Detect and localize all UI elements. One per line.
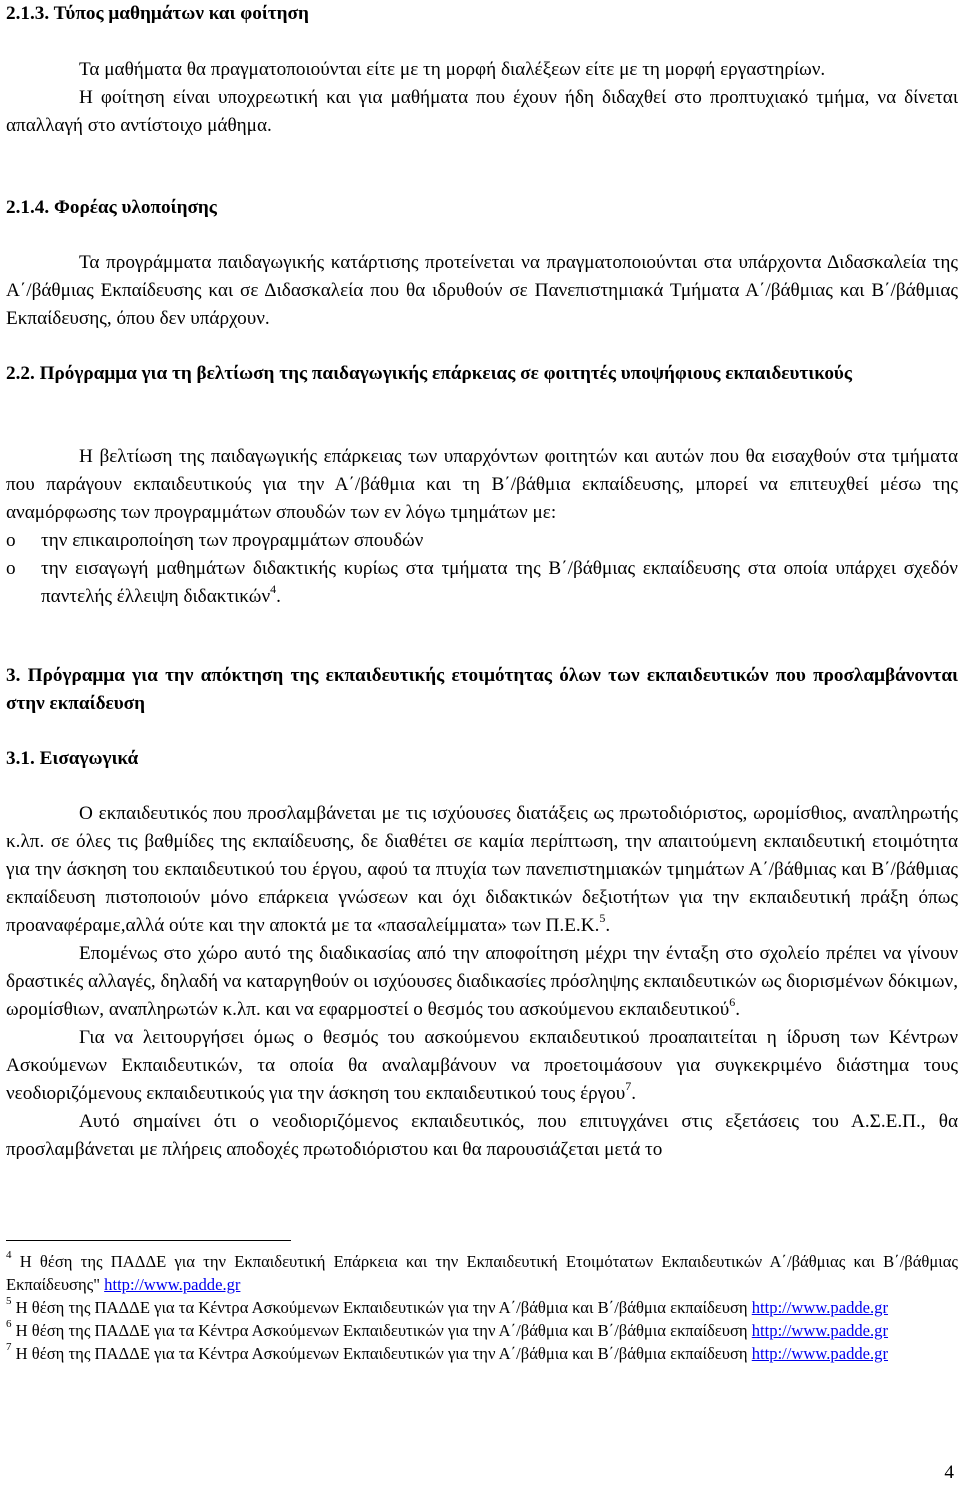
footnote-ref[interactable]: 5 xyxy=(599,910,606,925)
section-heading-3: 3. Πρόγραμμα για την απόκτηση της εκπαιδευτικής ετοιμότητας όλων των εκπαιδευτικών που προσλαμβάνονται στην εκπαίδευση xyxy=(6,665,958,714)
footnote-link[interactable]: http://www.padde.gr xyxy=(751,1321,889,1340)
section-heading-2-2: 2.2. Πρόγραμμα για τη βελτίωση της παιδαγωγικής επάρκειας σε φοιτητές υποψήφιους εκπαιδευτικούς xyxy=(6,363,852,384)
section-heading-2-1-3: 2.1.3. Τύπος μαθημάτων και φοίτηση xyxy=(6,3,309,24)
footnote-link[interactable]: http://www.padde.gr xyxy=(751,1298,889,1317)
page-number: 4 xyxy=(944,1462,954,1483)
footnote-ref[interactable]: 4 xyxy=(270,581,277,596)
paragraph: Η φοίτηση είναι υποχρεωτική και για μαθήματα που έχουν ήδη διδαχθεί στο προπτυχιακό τμήμα, να δίνεται απαλλαγή στο αντίστοιχο μάθημα. xyxy=(6,87,958,136)
bullet-icon: o xyxy=(6,558,16,579)
footnote-link[interactable]: http://www.padde.gr xyxy=(104,1275,241,1294)
footnote-ref[interactable]: 6 xyxy=(729,994,736,1009)
footnote-5: $^5$ Η θέση της ΠΑΔΔΕ για τα Κέντρα Ασκούμενων Εκπαιδευτικών για την Α΄/βάθμια και Β΄/βάθμια εκπαίδευση http://www.padde.gr xyxy=(6,1295,889,1317)
footnote-6: $^6$ Η θέση της ΠΑΔΔΕ για τα Κέντρα Ασκούμενων Εκπαιδευτικών για την Α΄/βάθμια και Β΄/βάθμια εκπαίδευση http://www.padde.gr xyxy=(6,1318,889,1340)
paragraph: Ο εκπαιδευτικός που προσλαμβάνεται με τις ισχύουσες διατάξεις ως πρωτοδιόριστος, ωρομίσθιος, αναπληρωτής κ.λπ. σε όλες τις βαθμίδες της εκπαίδευσης, δε διαθέτει σε καμία περίπτωση, την απαιτούμενη εκπαιδευτική ετοιμότητα για την άσκηση του εκπαιδευτικού του έργου, αφού τα πτυχία των πανεπιστημιακών τμημάτων Α΄/βάθμιας και Β΄/βάθμιας εκπαίδευση πιστοποιούν μόνο επάρκεια γνώσεων και όχι διδακτικών δεξιοτήτων για την εκπαιδευτική πράξη όπως προαναφέραμε,αλλά ούτε και την αποκτά με τα «πασαλείμματα» των Π.Ε.Κ.$^5$. xyxy=(6,803,958,936)
footnote-ref[interactable]: 7 xyxy=(625,1078,632,1093)
section-heading-2-1-4: 2.1.4. Φορέας υλοποίησης xyxy=(6,197,217,218)
list-item: o την εισαγωγή μαθημάτων διδακτικής κυρίως στα τμήματα της Β΄/βάθμιας εκπαίδευσης στα οποία υπάρχει σχεδόν παντελής έλλειψη διδακτικών$^4$. xyxy=(6,555,958,611)
paragraph: Αυτό σημαίνει ότι ο νεοδιοριζόμενος εκπαιδευτικός, που επιτυγχάνει στις εξετάσεις του Α.Σ.Ε.Π., θα προσλαμβάνεται με πλήρεις αποδοχές πρωτοδιόριστου και θα παρουσιάζεται μετά το xyxy=(6,1111,958,1160)
paragraph: Τα μαθήματα θα πραγματοποιούνται είτε με τη μορφή διαλέξεων είτε με τη μορφή εργαστηρίων. xyxy=(79,59,826,80)
footnote-link[interactable]: http://www.padde.gr xyxy=(751,1344,889,1363)
paragraph: Για να λειτουργήσει όμως ο θεσμός του ασκούμενου εκπαιδευτικού προαπαιτείται η ίδρυση των Κέντρων Ασκούμενων Εκπαιδευτικών, τα οποία θα αναλαμβάνουν να προετοιμάσουν για συγκεκριμένο διάστημα τους νεοδιοριζόμενους εκπαιδευτικούς για την άσκηση του εκπαιδευτικού τους έργου$^7$. xyxy=(6,1027,958,1104)
paragraph: Η βελτίωση της παιδαγωγικής επάρκειας των υπαρχόντων φοιτητών και αυτών που θα εισαχθούν στα τμήματα που παράγουν εκπαιδευτικούς για την Α΄/βάθμια και τη Β΄/βάθμια εκπαίδευσης, μπορεί να επιτευχθεί μέσω της αναμόρφωσης των προγραμμάτων σπουδών των εν λόγω τμημάτων με: xyxy=(6,446,958,523)
paragraph: Επομένως στο χώρο αυτό της διαδικασίας από την αποφοίτηση μέχρι την ένταξη στο σχολείο πρέπει να γίνουν δραστικές αλλαγές, δηλαδή να καταργηθούν οι ισχύουσες διαδικασίες πρόσληψης εκπαιδευτικών ως διορισμένων δόκιμων, ωρομίσθιων, αναπληρωτών κ.λπ. και να εφαρμοστεί ο θεσμός του ασκούμενου εκπαιδευτικού$^6$. xyxy=(6,943,958,1020)
list-item-text: την εισαγωγή μαθημάτων διδακτικής κυρίως στα τμήματα της Β΄/βάθμιας εκπαίδευσης στα οποία υπάρχει σχεδόν παντελής έλλειψη διδακτικών xyxy=(41,558,958,607)
list-item-text: την επικαιροποίηση των προγραμμάτων σπουδών xyxy=(41,530,424,551)
section-heading-3-1: 3.1. Εισαγωγικά xyxy=(6,748,139,769)
footnote-7: $^7$ Η θέση της ΠΑΔΔΕ για τα Κέντρα Ασκούμενων Εκπαιδευτικών για την Α΄/βάθμια και Β΄/βάθμια εκπαίδευση http://www.padde.gr xyxy=(6,1341,889,1363)
paragraph: Τα προγράμματα παιδαγωγικής κατάρτισης προτείνεται να πραγματοποιούνται στα υπάρχοντα Διδασκαλεία της Α΄/βάθμιας Εκπαίδευσης και σε Διδασκαλεία που θα ιδρυθούν σε Πανεπιστημιακά Τμήματα Α΄/βάθμιας και Β΄/βάθμιας Εκπαίδευσης, όπου δεν υπάρχουν. xyxy=(6,252,958,329)
bullet-icon: o xyxy=(6,530,16,551)
footnote-divider xyxy=(6,1240,291,1241)
list-item xyxy=(6,527,958,555)
footnote-4: $^4$ Η θέση της ΠΑΔΔΕ για την Εκπαιδευτική Επάρκεια και την Εκπαιδευτική Ετοιμότατων Εκπαιδευτικών Α΄/βάθμιας και Β΄/βάθμιας Εκπαίδευσης" http://www.padde.gr xyxy=(6,1249,958,1294)
footnotes xyxy=(6,1250,958,1365)
